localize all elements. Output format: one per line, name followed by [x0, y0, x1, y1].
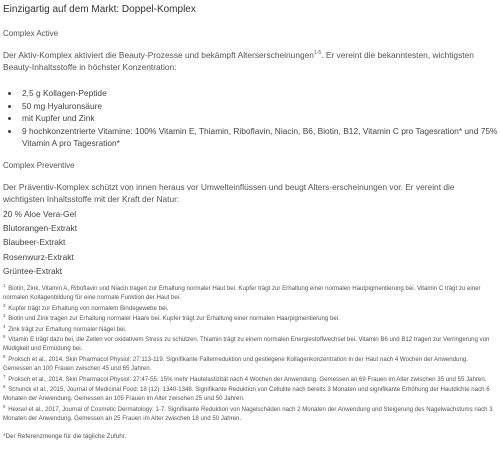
active-intro-text: Der Aktiv-Komplex aktiviert die Beauty-Prozesse und bekämpft Alterserscheinungen — [3, 50, 314, 60]
footnotes — [3, 284, 498, 424]
list-item: Rosenwurz-Extrakt — [3, 251, 74, 262]
footnote-number: 6 — [3, 353, 6, 359]
list-item: • mit Kupfer und Zink — [20, 112, 498, 125]
footnote-number: 9 — [3, 403, 6, 409]
footnote-text: Proksch et al., 2014, Skin Pharmacol Physiol: 27:113-119. Signifikante Faltenreduktion und gestiegene Kollagenkonzentration in der Haut nach 4 Wochen der Anwendung. Gemessen an 100 Frauen zwischen 45 und 65 Jahren. — [3, 355, 468, 373]
page-title: Einzigartig auf dem Markt: Doppel-Komplex — [3, 4, 196, 15]
footnote-text: Zink trägt zur Erhaltung normaler Nägel bei. — [8, 325, 127, 333]
list-item: Blaubeer-Extrakt — [3, 237, 66, 248]
footnote — [3, 385, 498, 404]
footnote-text: Vitamin E trägt dazu bei, die Zellen vor oxidativem Stress zu schützen. Thiamin trägt zu einem normalen Energiestoffwechsel bei. Vitamin B6 und B12 tragen zur Verringerung von Müdigkeit und Ermüdung bei. — [3, 336, 490, 353]
footnote-text: Kupfer trägt zur Erhaltung von normalem Bindegewebe bei. — [8, 304, 169, 312]
list-item: • 9 hochkonzentrierte Vitamine: 100% Vitamin E, Thiamin, Riboflavin, Niacin, B6, Biotin, B12, Vitamin C pro Tagesration* und 75% Vitamin A pro Tagesration* — [20, 125, 498, 150]
footnote — [3, 325, 498, 334]
footnote-number: 1 — [3, 282, 6, 288]
footnote-number: 7 — [3, 373, 6, 379]
list-item: Blutorangen-Extrakt — [3, 223, 78, 234]
list-item: • 2,5 g Kollagen-Peptide — [20, 87, 498, 100]
footnote — [3, 304, 498, 313]
active-intro-sup: 1-5 — [313, 50, 322, 57]
footnote-text: Biotin, Zink, Vitamin A, Riboflavin und Niacin tragen zur Erhaltung normaler Haut bei. Kupfer trägt zur Erhaltung einer normalen Hautpigmentierung bei. Vitamin C trägt zu einer normalen Kollagenbildung für eine normale Funktion der Haut bei. — [3, 284, 481, 302]
footnote-number: 5 — [3, 333, 6, 339]
footnote-number: 4 — [3, 323, 6, 329]
footnote-text: Schunck et al., 2015, Journal of Medicinal Food: 18 (12): 1340-1348. Signifikante Reduktion von Cellulite nach bereits 3 Monaten und signifikante Erhöhung der Hautdichte nach 6 Monaten der Anwendung. Gemessen an 105 Frauen im Alter zwischen 25 und 50 Jahren. — [3, 386, 490, 403]
preventive-heading: Complex Preventive — [3, 160, 75, 170]
active-intro — [3, 49, 498, 73]
list-item: 20 % Aloe Vera-Gel — [3, 208, 77, 219]
footnote — [3, 375, 498, 384]
active-heading: Complex Active — [3, 29, 59, 38]
footnote-text: Biotin und Zink tragen zur Erhaltung normaler Haare bei. Kupfer trägt zur Erhaltung einer normalen Haarpigmentierung bei. — [8, 315, 340, 323]
footnote-text: Hexsel et al., 2017, Journal of Cosmetic Dermatology: 1-7. Signifikante Reduktion von Nagelschäden nach 2 Monaten der Anwendung und Steigerung des Nagelwachstums nach 3 Monaten der Anwendung. Gemessen an 25 Frauen im Alter zwischen 18 und 50 Jahren. — [3, 405, 493, 423]
footnote — [3, 405, 498, 424]
footnote — [3, 335, 498, 354]
active-intro-text-end: . Er vereint die bekanntesten, wichtigsten Beauty-Inhaltsstoffe in höchster Konzentration: — [3, 50, 474, 72]
footnote-number: 3 — [3, 313, 6, 319]
footnote-number: 2 — [3, 302, 6, 308]
footnote — [3, 355, 498, 374]
list-item: Grüntee-Extrakt — [3, 265, 63, 276]
footnote — [3, 314, 498, 323]
footnote-number: 8 — [3, 384, 6, 390]
active-ingredient-list — [3, 87, 498, 150]
footnote — [3, 284, 498, 303]
list-item: • 50 mg Hyaluronsäure — [20, 100, 498, 113]
preventive-intro: Der Präventiv-Komplex schützt von innen heraus vor Umwelteinflüssen und beugt Alters-erscheinungen vor. Er vereint die wichtigsten Inhaltsstoffe mit der Kraft der Natur: — [3, 181, 455, 204]
preventive-ingredient-list — [3, 207, 498, 278]
reference-note: *Der Referenzmenge für die tägliche Zufuhr. — [3, 432, 127, 440]
footnote-text: Proksch et al., 2014, Skin Pharmacol Physiol: 27:47-55. 15% mehr Hautelastizität nach 4 Wochen der Anwendung. Gemessen an 69 Frauen im Alter zwischen 35 und 55 Jahren. — [8, 375, 487, 383]
